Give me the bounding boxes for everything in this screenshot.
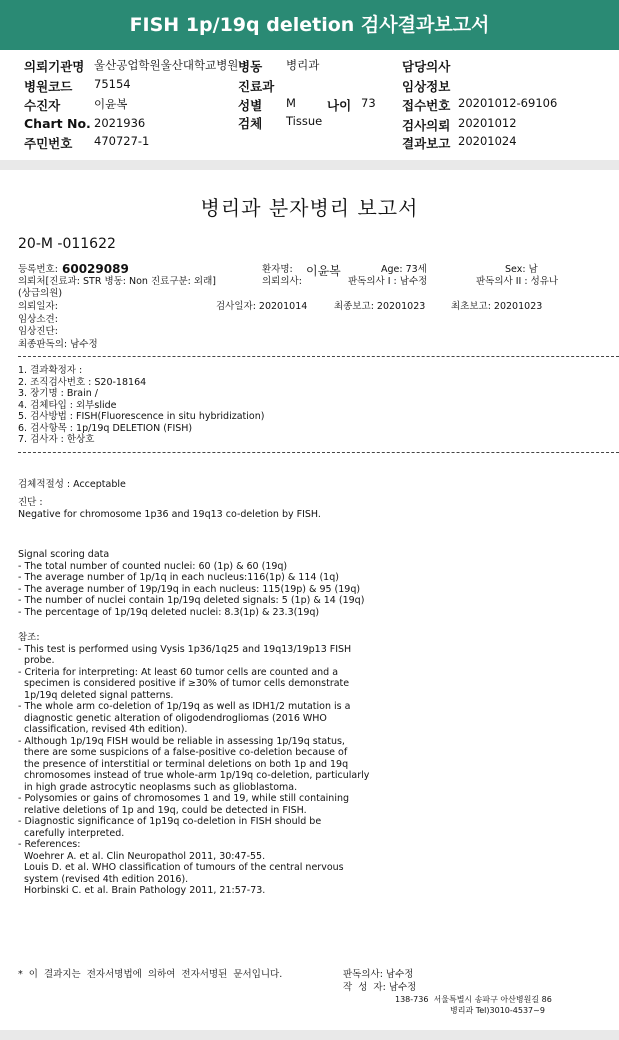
header-info-grid <box>0 50 619 154</box>
value-sex: M <box>286 96 296 110</box>
list-item: diagnostic genetic alteration of oligodendrogliomas (2016 WHO <box>18 712 327 724</box>
list-item: 3. 장기명 : Brain / <box>18 388 98 399</box>
list-item: Woehrer A. et al. Clin Neuropathol 2011, 30:47-55. <box>18 850 266 862</box>
label-specimen: 검체 <box>238 116 263 131</box>
value-exam-request: 20201012 <box>458 116 517 130</box>
list-item: 5. 검사방법 : FISH(Fluorescence in situ hybridization) <box>18 411 265 422</box>
signal-scoring-data <box>18 549 364 618</box>
label-ward: 병동 <box>238 59 263 74</box>
footer-tel: 병리과 Tel)3010-4537~9 <box>450 1006 545 1015</box>
list-item: specimen is considered positive if ≥30% of tumor cells demonstrate <box>18 678 350 689</box>
label-patient: 수진자 <box>24 98 61 113</box>
value-resident-number: 470727-1 <box>94 134 150 148</box>
registration-label: 등록번호: <box>18 264 58 275</box>
registration-number: 60029089 <box>62 262 129 276</box>
label-department: 진료과 <box>238 79 275 94</box>
patient-name: 이윤복 <box>306 264 341 278</box>
list-item: - The number of nuclei contain 1p/19q deleted signals: 5 (1p) & 14 (19q) <box>18 595 365 606</box>
list-item: classification, revised 4th edition). <box>18 724 188 735</box>
list-item: chromosomes instead of true whole-arm 1p/19q co-deletion, particularly <box>18 770 370 781</box>
list-item: relative deletions of 1p and 19q, could be detected in FISH. <box>18 804 307 816</box>
clinical-findings: 임상소견: <box>18 314 58 325</box>
list-item: the presence of interstitial or terminal deletions on both 1p and 19q <box>18 758 349 770</box>
label-sex: 성별 <box>238 98 263 113</box>
label-result-report: 결과보고 <box>402 136 451 151</box>
dashed-divider <box>18 452 619 453</box>
patient-sex: Sex: 남 <box>505 264 538 275</box>
value-specimen: Tissue <box>286 114 323 128</box>
list-item: in high grade astrocytic neoplasms such as glioblastoma. <box>18 781 298 793</box>
document-title: FISH 1p/19q deletion 검사결과보고서 <box>129 14 490 36</box>
requesting-department: 의뢰처[진료과: STR 병동: Non 진료구분: 외래] <box>18 276 216 287</box>
list-item: 2. 조직검사번호 : S20-18164 <box>18 376 147 388</box>
reference-notes <box>18 632 369 897</box>
first-report-date: 최초보고: 20201023 <box>451 301 543 312</box>
page-bottom-band <box>0 1030 619 1040</box>
footer-reader: 판독의사: 남수정 <box>343 969 414 980</box>
value-age: 73 <box>361 96 376 110</box>
label-exam-request: 검사의뢰 <box>402 118 451 133</box>
list-item: system (revised 4th edition 2016). <box>18 873 189 885</box>
list-item: - The average number of 19p/19q in each nucleus: 115(19p) & 95 (19q) <box>18 583 361 595</box>
list-item: - Diagnostic significance of 1p19q co-deletion in FISH should be <box>18 816 322 827</box>
value-hospital-code: 75154 <box>94 77 131 91</box>
patient-age: Age: 73세 <box>381 264 427 275</box>
label-attending-doctor: 담당의사 <box>402 59 451 74</box>
final-report-date: 최종보고: 20201023 <box>334 301 426 312</box>
value-patient: 이윤복 <box>94 97 128 111</box>
list-item: 참조: <box>18 632 40 643</box>
value-ward: 병리과 <box>286 58 320 72</box>
list-item: - The average number of 1p/1q in each nucleus:116(1p) & 114 (1q) <box>18 572 339 583</box>
label-age: 나이 <box>327 98 352 113</box>
footer-address: 138-736 서울특별시 송파구 아산병원길 86 <box>395 995 552 1004</box>
dashed-divider <box>18 356 619 357</box>
exam-date: 검사일자: 20201014 <box>216 301 308 312</box>
list-item: 6. 검사항목 : 1p/19q DELETION (FISH) <box>18 422 193 434</box>
value-receipt-number: 20201012-69106 <box>458 96 558 110</box>
value-requesting-institution: 울산공업학원울산대학교병원 <box>94 58 239 72</box>
list-item: - Criteria for interpreting: At least 60 tumor cells are counted and a <box>18 666 339 678</box>
list-item: - Although 1p/19q FISH would be reliable in assessing 1p/19q status, <box>18 735 345 747</box>
list-item: - This test is performed using Vysis 1p36/1q25 and 19q13/19p13 FISH <box>18 643 352 655</box>
diagnosis-label: 진단 : <box>18 497 43 508</box>
label-hospital-code: 병원코드 <box>24 79 73 94</box>
report-title-bar <box>0 0 619 50</box>
value-chart-no: 2021936 <box>94 116 146 130</box>
e-signature-notice: * 이 결과지는 전자서명법에 의하여 전자서명된 문서입니다. <box>18 969 283 980</box>
label-chart-no: Chart No. <box>24 116 91 131</box>
list-item: - The whole arm co-deletion of 1p/19q as well as IDH1/2 mutation is a <box>18 701 351 712</box>
specimen-adequacy: 검체적절성 : Acceptable <box>18 479 126 490</box>
requesting-doctor: 의뢰의사: <box>262 276 302 287</box>
list-item: - Polysomies or gains of chromosomes 1 and 19, while still containing <box>18 793 350 804</box>
list-item: probe. <box>18 655 55 666</box>
label-resident-number: 주민번호 <box>24 136 73 151</box>
label-requesting-institution: 의뢰기관명 <box>24 59 85 74</box>
list-item: 1. 결과확정자 : <box>18 365 83 376</box>
label-receipt-number: 접수번호 <box>402 98 451 113</box>
report-heading: 병리과 분자병리 보고서 <box>200 196 419 220</box>
footer-author: 작 성 자: 남수정 <box>343 982 417 993</box>
diagnosis-text: Negative for chromosome 1p36 and 19q13 co-deletion by FISH. <box>18 509 321 520</box>
label-clinical-info: 임상정보 <box>402 79 451 94</box>
final-reader: 최종판독의: 남수정 <box>18 339 98 350</box>
list-item: 1p/19q deleted signal patterns. <box>18 689 174 701</box>
list-item: - The total number of counted nuclei: 60 (1p) & 60 (19q) <box>18 560 288 572</box>
clinical-diagnosis: 임상진단: <box>18 326 58 337</box>
patient-name-label: 환자명: <box>262 264 293 275</box>
exam-info-list <box>18 365 264 446</box>
list-item: Signal scoring data <box>18 549 110 560</box>
list-item: carefully interpreted. <box>18 827 125 839</box>
reading-doctor-1: 판독의사 I : 남수정 <box>348 276 428 287</box>
list-item: Horbinski C. et al. Brain Pathology 2011, 21:57-73. <box>18 885 266 896</box>
reading-doctor-2: 판독의사 II : 성유나 <box>476 276 559 287</box>
request-date: 의뢰일자: <box>18 301 58 312</box>
section-divider <box>0 160 619 170</box>
report-number: 20-M -011622 <box>18 236 116 252</box>
list-item: there are some suspicions of a false-positive co-deletion because of <box>18 747 348 758</box>
list-item: Louis D. et al. WHO classification of tumours of the central nervous <box>18 862 344 873</box>
list-item: - References: <box>18 839 81 850</box>
value-result-report: 20201024 <box>458 134 517 148</box>
list-item: - The percentage of 1p/19q deleted nuclei: 8.3(1p) & 23.3(19q) <box>18 606 320 618</box>
list-item: 7. 검사자 : 한상호 <box>18 434 95 445</box>
requesting-department-note: (상급의원) <box>18 288 63 299</box>
list-item: 4. 검체타입 : 외부slide <box>18 399 117 411</box>
